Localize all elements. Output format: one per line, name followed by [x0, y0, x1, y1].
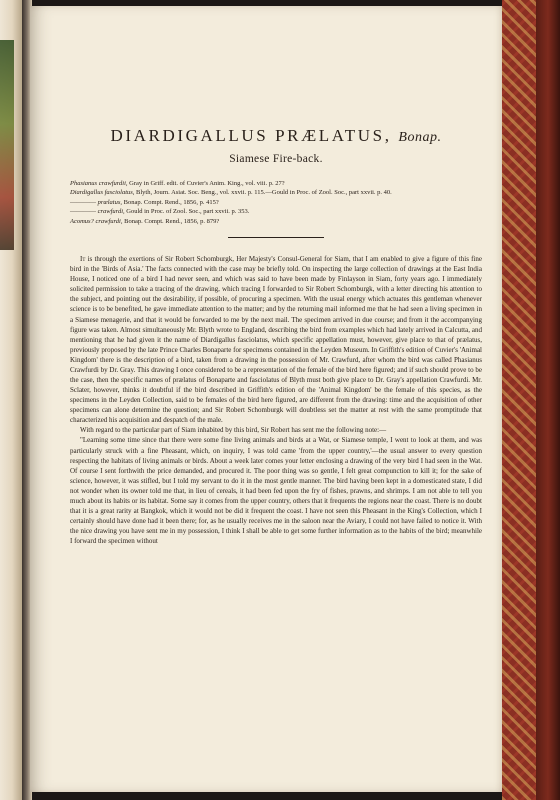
synonym-dash: ———— [70, 198, 98, 206]
body-paragraph [70, 254, 482, 425]
synonym-reference: Bonap. Compt. Rend., 1856, p. 415? [123, 198, 219, 206]
body-paragraph [70, 425, 482, 435]
opening-word: It [80, 255, 86, 264]
synonym-dash: ———— [70, 208, 98, 216]
species-title [70, 126, 482, 146]
body-text [70, 254, 482, 546]
section-rule [228, 237, 324, 238]
marbled-binding [502, 0, 536, 800]
synonym-entry [70, 207, 482, 216]
synonymy-list [70, 179, 482, 226]
common-name: Siamese Fire-back. [229, 153, 323, 165]
synonym-entry [70, 179, 482, 188]
synonym-reference: Blyth, Journ. Asiat. Soc. Beng., vol. xxvii. p. 115.—Gould in Proc. of Zool. Soc., part xxvii. p. 40. [136, 189, 392, 197]
synonym-entry [70, 188, 482, 197]
facing-plate-illustration [0, 40, 14, 250]
paragraph-text: "Learning some time since that there were some fine living animals and birds at a Wat, or Siamese temple, I went to look at them, and was particularly struck with a fine Pheasant, which, on inquiry, I was told came 'from the upper country,'—the usual answer to every question respecting the habitats of living animals or birds. About a week later comes your letter enclosing a drawing of the very bird I had seen in the Wat. Of course I sent forthwith the price demanded, and procured it. The poor thing was so gentle, I felt great compunction to kill it; for the sake of science, however, it was stifled, but I told my servant to do it in the most gentle manner. The bird having been kept in a domesticated state, I did not wonder when its owner told me that, in lieu of cereals, it had been fed upon the fry of fishes, prawns, and shrimps. I am not able to tell you much about its habits or its habitat. Some say it comes from the upper country, others that it frequents the regions near the coast. There is no doubt that it is a great rarity at Bangkok, which it would not be did it frequent the coast. I have not seen this Pheasant in the King's Collection, which I certainly should have done had it been there; for, as he usually receives me in the saloon near the Aviary, I could not have failed to notice it. With the nice drawing you have sent me in my possession, I think I shall be able to get some further information as to the habits of the bird; meanwhile I forward the specimen without [70, 436, 482, 546]
synonym-name: Diardigallus fasciolatus, [70, 189, 135, 197]
synonym-name: crawfurdi, [97, 208, 125, 216]
species-author: Bonap. [398, 130, 442, 145]
synonym-name: Acomus? crawfurdi, [70, 217, 123, 225]
binding-edge [536, 0, 560, 800]
page-text [70, 126, 482, 546]
synonym-entry [70, 217, 482, 226]
synonym-entry [70, 198, 482, 207]
synonym-reference: Gray in Griff. edit. of Cuvier's Anim. King., vol. viii. p. 27? [129, 180, 285, 187]
synonym-name: prælatus, [97, 198, 123, 206]
body-paragraph [70, 435, 482, 546]
synonym-reference: Bonap. Compt. Rend., 1856, p. 879? [124, 217, 220, 225]
species-name: DIARDIGALLUS PRÆLATUS, [110, 126, 392, 145]
paragraph-text: is through the exertions of Sir Robert Schomburgk, Her Majesty's Consul-General for Siam, that I am enabled to give a figure of this fine bird in the 'Birds of Asia.' The facts connected with the case may be briefly told. On inspecting the large collection of drawings at the East India House, I noticed one of a bird I had never seen, and which was said to have been made by Finlayson in Siam, forty years ago. I immediately solicited permission to take a tracing of the drawing, which tracing I forwarded to Sir Robert Schomburgk, with a letter directing his attention to the subject, and pointing out the desirability, if possible, of procuring a specimen. With the usual energy which actuates this gentleman whenever science is to be benefited, he gave immediate attention to the matter; and by the returning mail informed me that he had seen a living specimen in a Siamese menagerie, and that it would be forwarded to me by the next mail. The specimen arrived in due course; and from it the accompanying figure was taken. Almost simultaneously Mr. Blyth wrote to England, describing the bird from examples which had lately arrived in Calcutta, and mentioning that he had given it the name of Diardigallus fasciolatus, which specific appellation must, however, give place to that of prælatus, previously proposed by the late Prince Charles Bonaparte for specimens contained in the Leyden Museum. In Griffith's edition of Cuvier's 'Animal Kingdom' there is the description of a bird, taken from a drawing in the possession of Mr. Crawfurd, after whom the bird was called Phasianus Crawfurdi by Dr. Gray. This drawing I once considered to be a representation of the female of the bird here figured; and if such should prove to be the case, then the specific names of prælatus of Bonaparte and fasciolatus of Blyth must both give place to Dr. Gray's appellation Crawfurdi. Mr. Sclater, however, thinks it doubtful if the bird described in Griffith's edition of the 'Animal Kingdom' be the female of this species, as the specimens in the Leyden Collection, said to be females of the bird here figured, are different from the drawing: time and the acquisition of other specimens can alone determine the question; and Sir Robert Schomburgk will doubtless set the matter at rest with the same promptitude that characterized his acquisition and despatch of the male. [70, 255, 482, 425]
synonym-reference: Gould in Proc. of Zool. Soc., part xxvii. p. 353. [126, 208, 250, 216]
synonym-name: Phasianus crawfurdii, [70, 180, 128, 187]
paragraph-text: With regard to the particular part of Siam inhabited by this bird, Sir Robert has sent me the following note:— [80, 426, 387, 435]
